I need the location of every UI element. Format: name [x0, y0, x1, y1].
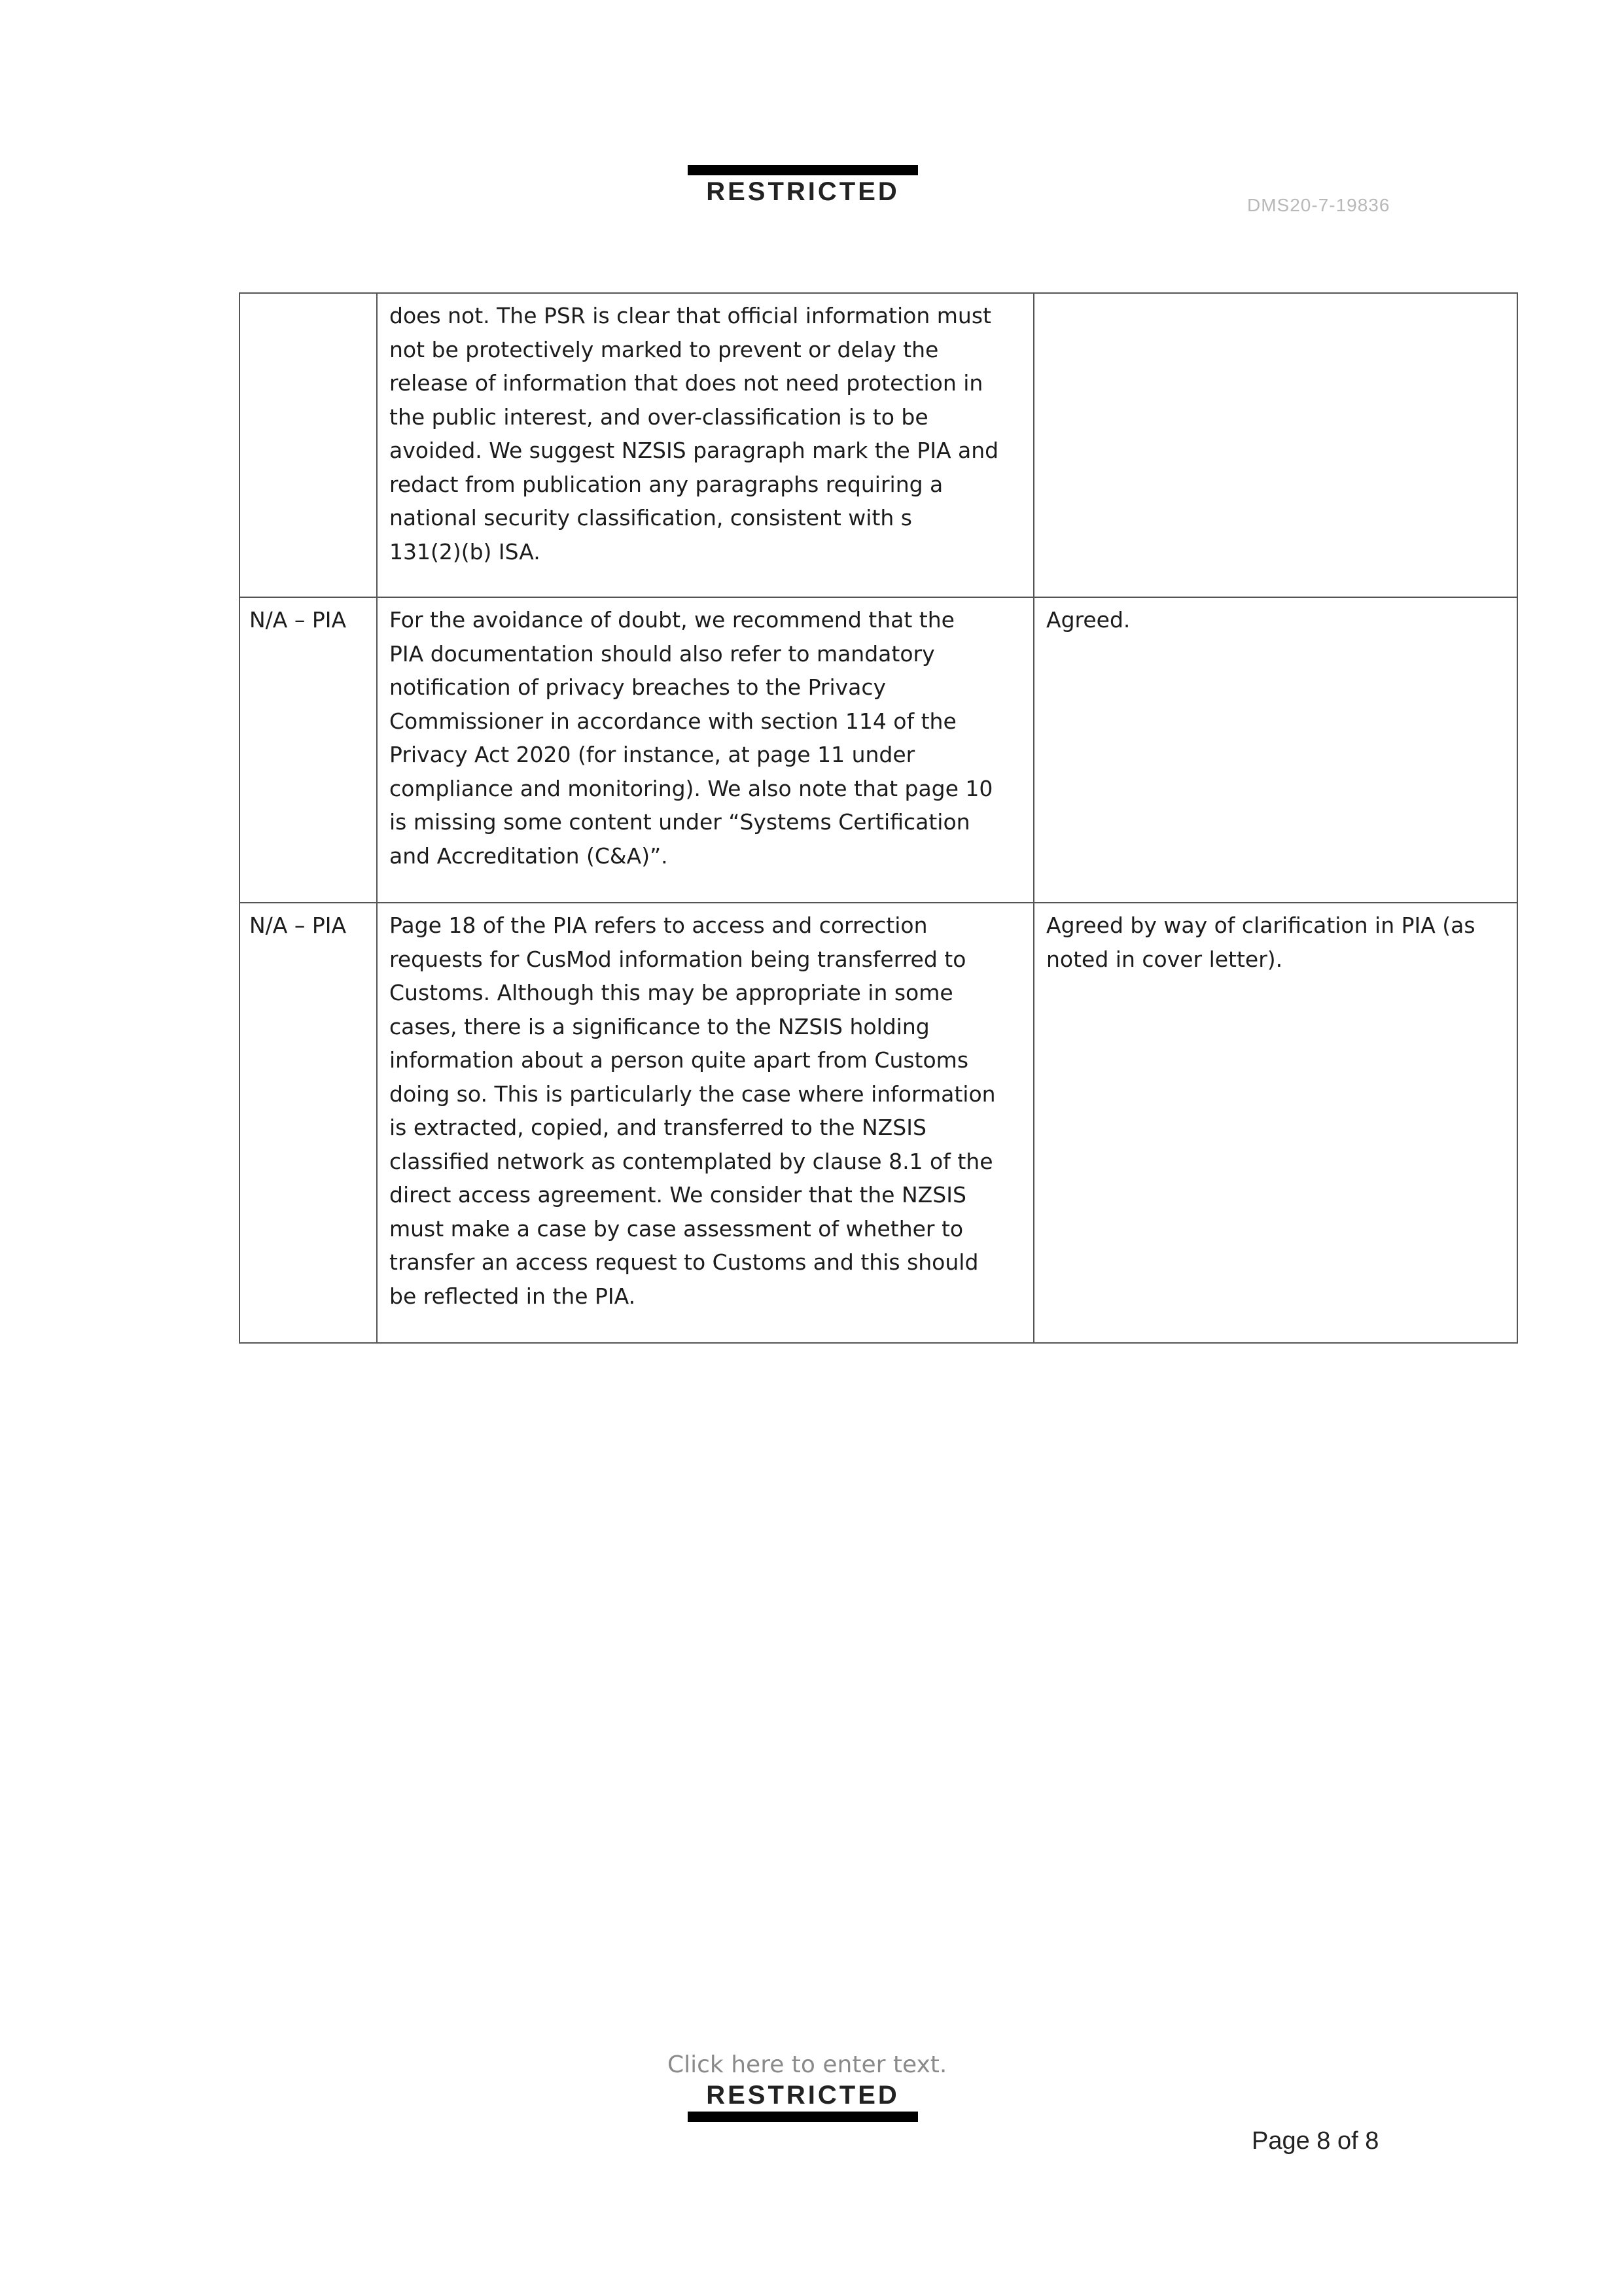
text-line: classified network as contemplated by clause 8.1 of the — [389, 1148, 993, 1174]
text-line: Agreed by way of clarification in PIA (as — [1046, 913, 1475, 938]
text-line: is extracted, copied, and transferred to the NZSIS — [389, 1115, 927, 1140]
footer-placeholder-field[interactable]: Click here to enter text. — [667, 2051, 947, 2078]
text-line: doing so. This is particularly the case where information — [389, 1081, 996, 1107]
table-row — [239, 293, 1517, 597]
text-line: transfer an access request to Customs and this should — [389, 1249, 979, 1275]
text-line: For the avoidance of doubt, we recommend that the — [389, 607, 955, 633]
text-line: national security classification, consistent with s — [389, 505, 912, 531]
text-line: direct access agreement. We consider that the NZSIS — [389, 1182, 966, 1208]
footer-classification: RESTRICTED — [706, 2081, 900, 2110]
text-line: release of information that does not need protection in — [389, 370, 983, 396]
text-line: redact from publication any paragraphs requiring a — [389, 471, 944, 497]
text-line: be reflected in the PIA. — [389, 1283, 636, 1309]
text-line: Commissioner in accordance with section 114 of the — [389, 708, 957, 734]
text-line: compliance and monitoring). We also note that page 10 — [389, 775, 993, 801]
text-line: requests for CusMod information being transferred to — [389, 946, 966, 972]
text-line: does not. The PSR is clear that official information must — [389, 303, 991, 328]
text-line: Privacy Act 2020 (for instance, at page 11 under — [389, 742, 915, 767]
table-row — [239, 903, 1517, 1343]
text-line: Page 18 of the PIA refers to access and correction — [389, 913, 928, 938]
page-number: Page 8 of 8 — [1252, 2127, 1379, 2155]
comment-cell — [377, 597, 1034, 903]
text-line: avoided. We suggest NZSIS paragraph mark the PIA and — [389, 438, 999, 463]
reference-cell — [239, 293, 377, 597]
header-classification: RESTRICTED — [706, 177, 900, 206]
document-id: DMS20-7-19836 — [1247, 195, 1390, 215]
text-line: must make a case by case assessment of whether to — [389, 1215, 964, 1242]
table-row — [239, 597, 1517, 903]
comment-cell — [377, 903, 1034, 1343]
text-line: and Accreditation (C&A)”. — [389, 843, 668, 869]
reference-cell: N/A – PIA — [239, 903, 377, 1343]
response-cell — [1034, 597, 1517, 903]
text-line: Agreed. — [1046, 607, 1131, 633]
reference-cell: N/A – PIA — [239, 597, 377, 903]
text-line: information about a person quite apart from Customs — [389, 1047, 969, 1073]
text-line: Customs. Although this may be appropriate in some — [389, 980, 953, 1005]
text-line: is missing some content under “Systems Certification — [389, 809, 970, 835]
text-line: not be protectively marked to prevent or delay the — [389, 336, 939, 362]
text-line: cases, there is a significance to the NZSIS holding — [389, 1013, 930, 1039]
response-cell — [1034, 293, 1517, 597]
text-line: the public interest, and over-classification is to be — [389, 404, 928, 430]
response-cell — [1034, 903, 1517, 1343]
comment-cell — [377, 293, 1034, 597]
text-line: 131(2)(b) ISA. — [389, 538, 540, 565]
header-redaction-bar — [688, 165, 918, 175]
footer-redaction-bar — [688, 2112, 918, 2122]
comments-table — [239, 292, 1518, 1344]
text-line: PIA documentation should also refer to mandatory — [389, 640, 935, 667]
text-line: notification of privacy breaches to the Privacy — [389, 674, 887, 700]
text-line: noted in cover letter). — [1046, 946, 1283, 972]
